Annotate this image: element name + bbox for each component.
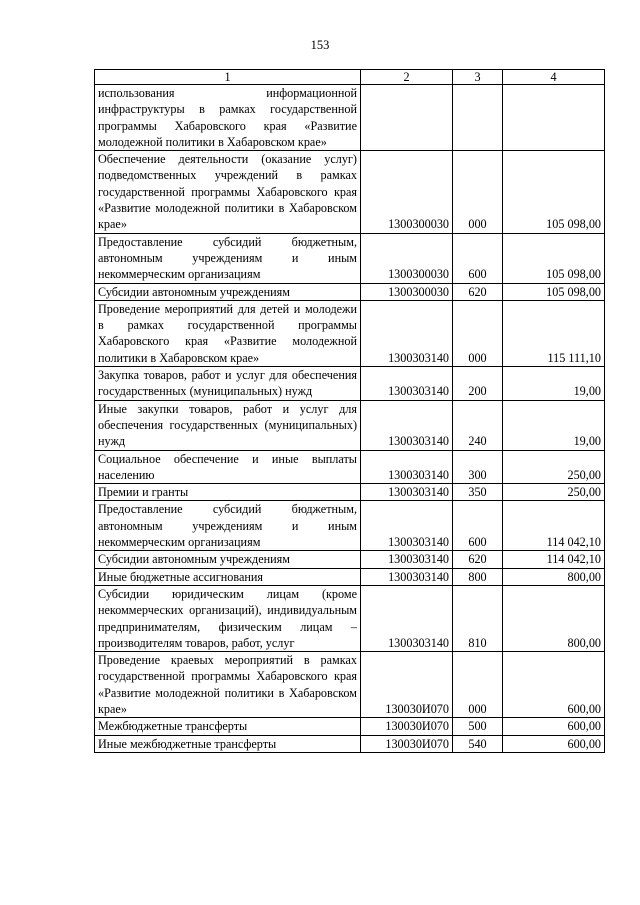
row-type: 620 xyxy=(453,283,503,300)
row-type: 500 xyxy=(453,718,503,735)
row-type: 600 xyxy=(453,501,503,551)
row-type xyxy=(453,85,503,151)
table-row xyxy=(95,484,605,501)
row-amount: 105 098,00 xyxy=(503,283,605,300)
column-header-3: 3 xyxy=(453,70,503,85)
column-header-2: 2 xyxy=(361,70,453,85)
table-row xyxy=(95,151,605,233)
row-type: 000 xyxy=(453,151,503,233)
row-type: 350 xyxy=(453,484,503,501)
table-row xyxy=(95,735,605,752)
table-row xyxy=(95,233,605,283)
row-name: Предоставление субсидий бюджетным, автономным учреждениям и иным некоммерческим организациям xyxy=(95,501,361,551)
row-type: 000 xyxy=(453,652,503,718)
table-row xyxy=(95,450,605,484)
row-name: Проведение мероприятий для детей и молодежи в рамках государственной программы Хабаровского края «Развитие молодежной политики в Хабаровском крае» xyxy=(95,300,361,366)
table-row xyxy=(95,367,605,401)
row-code: 1300303140 xyxy=(361,400,453,450)
row-amount: 114 042,10 xyxy=(503,551,605,568)
table-row xyxy=(95,585,605,651)
row-type: 810 xyxy=(453,585,503,651)
row-name: Межбюджетные трансферты xyxy=(95,718,361,735)
row-type: 800 xyxy=(453,568,503,585)
row-code: 1300303140 xyxy=(361,300,453,366)
row-code: 1300303140 xyxy=(361,450,453,484)
row-code: 130030И070 xyxy=(361,652,453,718)
row-name: Иные закупки товаров, работ и услуг для обеспечения государственных (муниципальных) нужд xyxy=(95,400,361,450)
row-name: Субсидии автономным учреждениям xyxy=(95,283,361,300)
row-type: 240 xyxy=(453,400,503,450)
table-row xyxy=(95,501,605,551)
table-row xyxy=(95,551,605,568)
row-code: 1300303140 xyxy=(361,367,453,401)
row-amount: 105 098,00 xyxy=(503,233,605,283)
row-type: 300 xyxy=(453,450,503,484)
table-header-row xyxy=(95,70,605,85)
table-row xyxy=(95,400,605,450)
row-type: 000 xyxy=(453,300,503,366)
row-name: Предоставление субсидий бюджетным, автономным учреждениям и иным некоммерческим организациям xyxy=(95,233,361,283)
row-code: 1300300030 xyxy=(361,283,453,300)
page-number: 153 xyxy=(310,38,330,52)
row-name: Обеспечение деятельности (оказание услуг) подведомственных учреждений в рамках государственной программы Хабаровского края «Развитие молодежной политики в Хабаровском крае» xyxy=(95,151,361,233)
row-name: Иные бюджетные ассигнования xyxy=(95,568,361,585)
table-row xyxy=(95,283,605,300)
row-code: 1300303140 xyxy=(361,551,453,568)
row-amount: 600,00 xyxy=(503,718,605,735)
row-code xyxy=(361,85,453,151)
row-type: 620 xyxy=(453,551,503,568)
column-header-1: 1 xyxy=(95,70,361,85)
row-amount: 114 042,10 xyxy=(503,501,605,551)
row-name: Субсидии юридическим лицам (кроме некоммерческих организаций), индивидуальным предпринимателям, физическим лицам – производителям товаров, работ, услуг xyxy=(95,585,361,651)
row-type: 600 xyxy=(453,233,503,283)
row-code: 1300300030 xyxy=(361,151,453,233)
row-name: Проведение краевых мероприятий в рамках государственной программы Хабаровского края «Развитие молодежной политики в Хабаровском крае» xyxy=(95,652,361,718)
table-row xyxy=(95,300,605,366)
budget-table xyxy=(94,69,605,753)
row-name: использования информационной инфраструктуры в рамках государственной программы Хабаровского края «Развитие молодежной политики в Хабаровском крае» xyxy=(95,85,361,151)
table-row xyxy=(95,568,605,585)
row-amount: 250,00 xyxy=(503,484,605,501)
row-amount: 800,00 xyxy=(503,568,605,585)
row-amount: 250,00 xyxy=(503,450,605,484)
row-type: 540 xyxy=(453,735,503,752)
row-code: 130030И070 xyxy=(361,735,453,752)
row-code: 1300303140 xyxy=(361,585,453,651)
row-amount: 600,00 xyxy=(503,652,605,718)
table-row xyxy=(95,652,605,718)
row-name: Премии и гранты xyxy=(95,484,361,501)
row-amount: 19,00 xyxy=(503,400,605,450)
row-name: Иные межбюджетные трансферты xyxy=(95,735,361,752)
row-code: 1300303140 xyxy=(361,568,453,585)
row-code: 130030И070 xyxy=(361,718,453,735)
column-header-4: 4 xyxy=(503,70,605,85)
row-amount xyxy=(503,85,605,151)
row-code: 1300300030 xyxy=(361,233,453,283)
row-name: Закупка товаров, работ и услуг для обеспечения государственных (муниципальных) нужд xyxy=(95,367,361,401)
row-name: Социальное обеспечение и иные выплаты населению xyxy=(95,450,361,484)
table-row xyxy=(95,718,605,735)
row-code: 1300303140 xyxy=(361,484,453,501)
row-type: 200 xyxy=(453,367,503,401)
row-name: Субсидии автономным учреждениям xyxy=(95,551,361,568)
row-amount: 19,00 xyxy=(503,367,605,401)
table-row xyxy=(95,85,605,151)
row-amount: 115 111,10 xyxy=(503,300,605,366)
row-amount: 105 098,00 xyxy=(503,151,605,233)
row-amount: 600,00 xyxy=(503,735,605,752)
row-code: 1300303140 xyxy=(361,501,453,551)
row-amount: 800,00 xyxy=(503,585,605,651)
